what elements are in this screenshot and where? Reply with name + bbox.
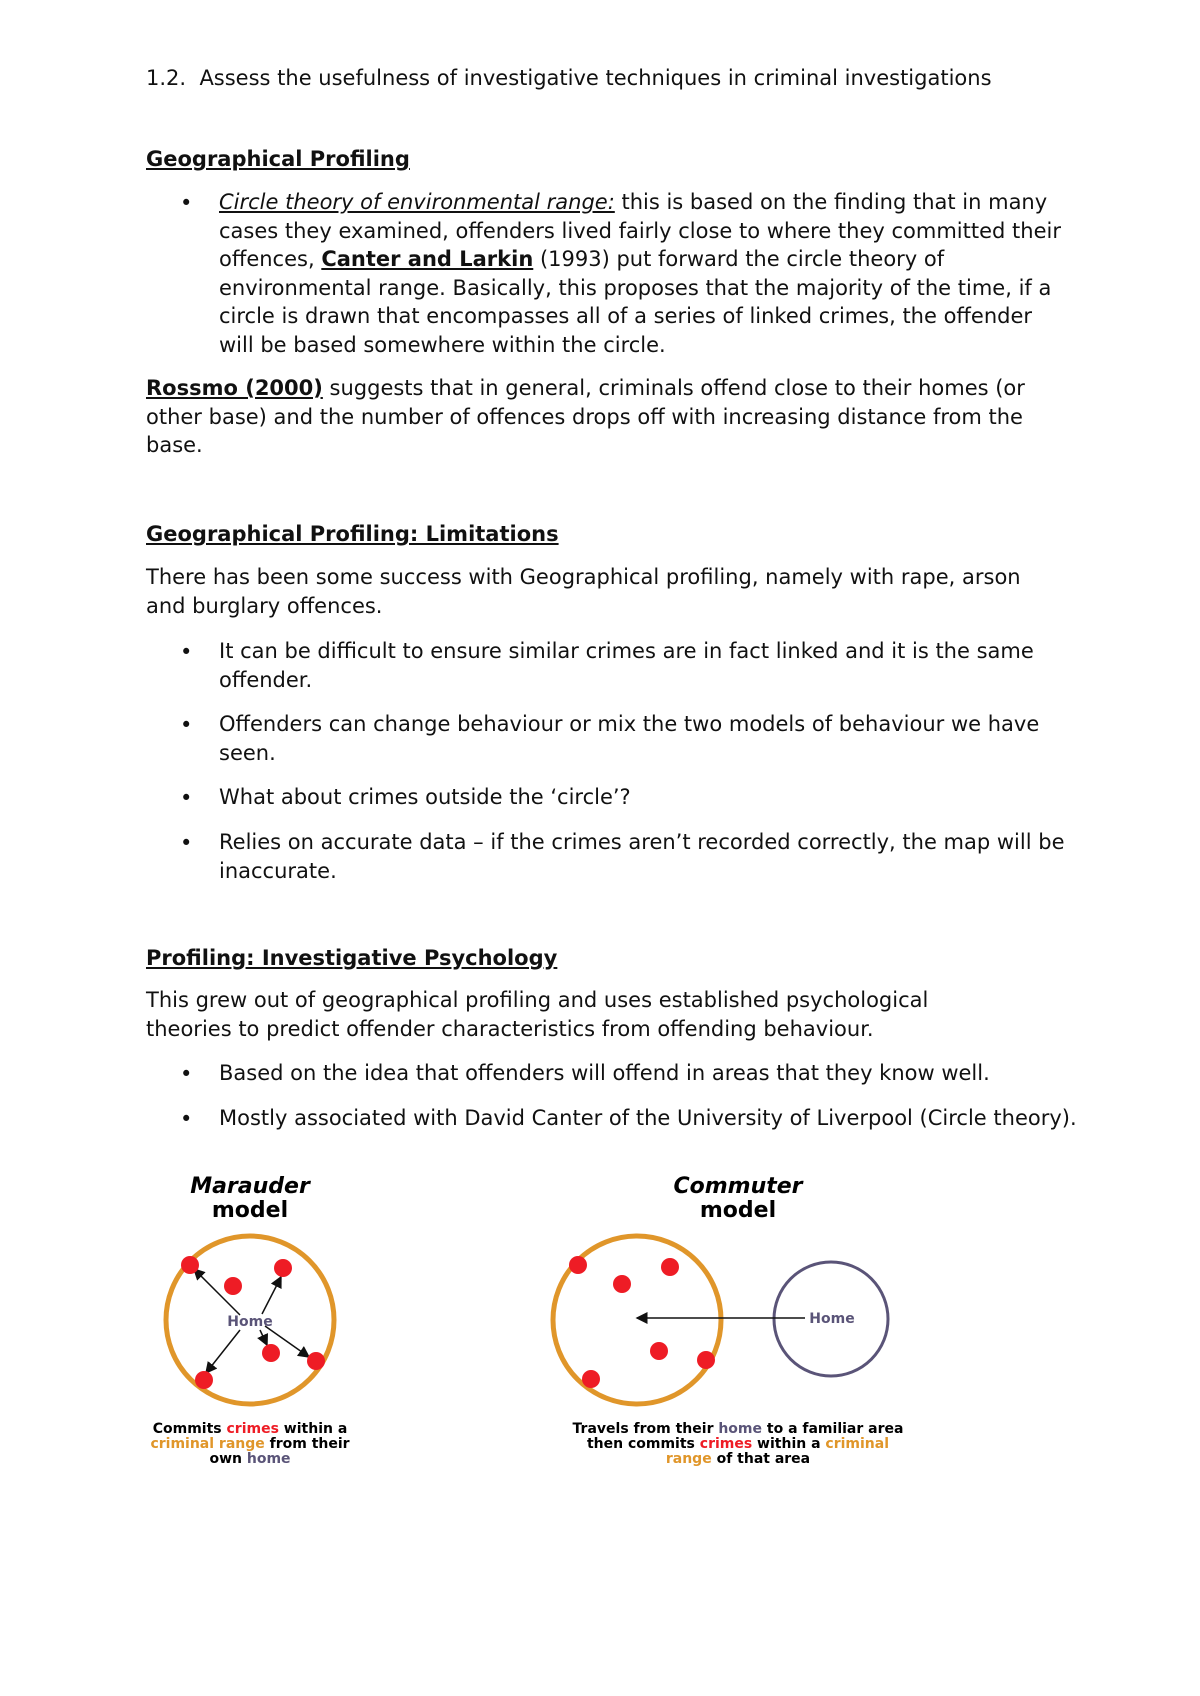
limitation-item: It can be difficult to ensure similar crimes are in fact linked and it is the same offender.	[219, 639, 1034, 692]
commuter-caption-line2: then commits crimes within a criminal	[586, 1436, 890, 1452]
circle-theory-term: Circle theory of environmental range:	[219, 190, 615, 214]
heading-limitations: Geographical Profiling: Limitations	[146, 522, 559, 546]
crime-dot	[274, 1259, 292, 1277]
circle-theory-text-end: (1993) put forward the circle theory of environmental range. Basically, this proposes that the majority of the time, if a circle is drawn that encompasses all of a series of linked crimes, the offender will be based somewhere within the circle.	[219, 247, 1052, 357]
rossmo-paragraph	[146, 374, 1066, 460]
limitation-item: Relies on accurate data – if the crimes aren’t recorded correctly, the map will be inaccurate.	[219, 830, 1065, 883]
bullet-glyph: •	[180, 191, 193, 215]
crime-dot	[650, 1342, 668, 1360]
heading-investigative-psychology: Profiling: Investigative Psychology	[146, 946, 558, 970]
bullet-glyph: •	[180, 1062, 193, 1086]
marauder-caption-line2: criminal range from their	[150, 1436, 350, 1452]
bullet-glyph: •	[180, 786, 193, 810]
circle-theory-bullet	[219, 188, 1064, 359]
marauder-title-model: model	[211, 1198, 289, 1223]
crime-dot	[181, 1256, 199, 1274]
question-number: 1.2.	[146, 66, 187, 90]
crime-dot	[613, 1275, 631, 1293]
question-title: Assess the usefulness of investigative techniques in criminal investigations	[199, 66, 992, 90]
commuter-caption-line3: range of that area	[665, 1451, 811, 1467]
crime-dot	[307, 1352, 325, 1370]
limitation-item: What about crimes outside the ‘circle’?	[219, 785, 631, 809]
circle-theory-text: this is based on the finding that in many cases they examined, offenders lived fairly close to where they committed their offences,	[219, 190, 1061, 271]
limitations-intro: There has been some success with Geographical profiling, namely with rape, arson and burglary offences.	[146, 565, 1021, 618]
crime-dot	[195, 1371, 213, 1389]
bullet-glyph: •	[180, 1107, 193, 1131]
crime-dot	[661, 1258, 679, 1276]
marauder-model	[150, 1174, 349, 1467]
marauder-home-label: Home	[227, 1314, 273, 1330]
crime-dot	[582, 1370, 600, 1388]
marauder-title: Marauder	[190, 1174, 310, 1199]
rossmo-text: suggests that in general, criminals offend close to their homes (or other base) and the number of offences drops off with increasing distance from the base.	[146, 376, 1025, 457]
marauder-caption-line3: own home	[209, 1451, 291, 1467]
bullet-glyph: •	[180, 713, 193, 737]
ip-item: Based on the idea that offenders will offend in areas that they know well.	[219, 1061, 990, 1085]
crime-dot	[224, 1277, 242, 1295]
profiling-models-diagram	[0, 1160, 1200, 1480]
marauder-caption-line1: Commits crimes within a	[152, 1421, 348, 1437]
heading-geographical-profiling: Geographical Profiling	[146, 147, 410, 171]
commuter-model	[553, 1174, 903, 1467]
limitation-item: Offenders can change behaviour or mix the two models of behaviour we have seen.	[219, 712, 1040, 765]
ip-item: Mostly associated with David Canter of the University of Liverpool (Circle theory).	[219, 1106, 1077, 1130]
bullet-glyph: •	[180, 831, 193, 855]
crime-dot	[697, 1351, 715, 1369]
crime-dot	[262, 1344, 280, 1362]
canter-larkin-ref: Canter and Larkin	[321, 247, 534, 271]
commuter-caption-line1: Travels from their home to a familiar area	[572, 1421, 904, 1437]
bullet-glyph: •	[180, 640, 193, 664]
commuter-home-label: Home	[809, 1311, 855, 1327]
ip-intro: This grew out of geographical profiling and uses established psychological theories to predict offender characteristics from offending behaviour.	[146, 988, 929, 1041]
commuter-title: Commuter	[673, 1174, 803, 1199]
question-line	[146, 64, 992, 92]
rossmo-ref: Rossmo (2000)	[146, 376, 323, 400]
crime-dot	[569, 1256, 587, 1274]
commuter-title-model: model	[699, 1198, 777, 1223]
